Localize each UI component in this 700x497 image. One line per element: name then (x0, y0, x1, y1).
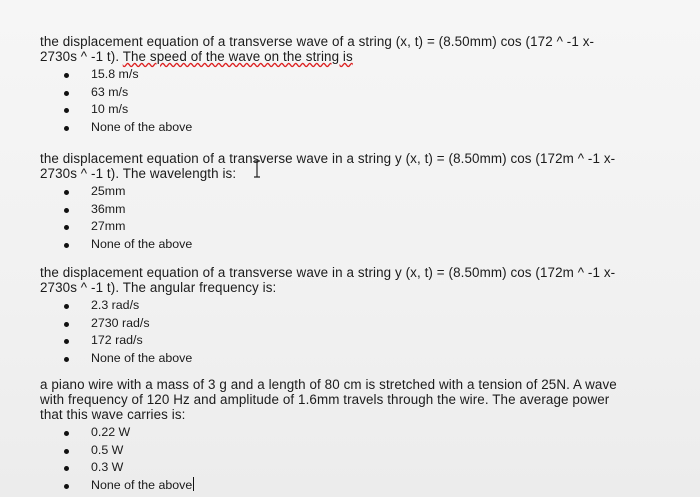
question-2 (40, 151, 700, 253)
spellcheck-underlined-text: The speed of the wave on the string is (122, 49, 353, 64)
option[interactable]: None of the above (40, 236, 700, 254)
question-4 (40, 377, 700, 494)
question-line (40, 49, 700, 64)
option[interactable]: 0.5 W (40, 442, 700, 460)
question-text (40, 377, 700, 422)
question-line: 2730s ^ -1 t). The wavelength is: (40, 166, 237, 181)
question-line: that this wave carries is: (40, 407, 186, 422)
question-line: the displacement equation of a transverse wave of a string (x, t) = (8.50mm) cos (172 ^ -1 x- (40, 34, 595, 49)
option-label: None of the above (91, 477, 193, 492)
text-cursor (193, 477, 194, 491)
option[interactable]: None of the above (40, 350, 700, 368)
option[interactable]: None of the above (40, 119, 700, 137)
option[interactable]: 15.8 m/s (40, 66, 700, 84)
question-text (40, 34, 700, 64)
option[interactable]: 0.3 W (40, 459, 700, 477)
question-line: the displacement equation of a transverse wave in a string y (x, t) = (8.50mm) cos (172m ^ -1 x- (40, 151, 616, 166)
option[interactable]: 25mm (40, 183, 700, 201)
options-list (40, 424, 700, 494)
option[interactable]: 63 m/s (40, 84, 700, 102)
option[interactable]: 2.3 rad/s (40, 297, 700, 315)
option[interactable]: 172 rad/s (40, 332, 700, 350)
question-line: a piano wire with a mass of 3 g and a length of 80 cm is stretched with a tension of 25N. A wave (40, 377, 617, 392)
ibeam-cursor-icon (252, 160, 262, 178)
option-with-cursor[interactable] (40, 477, 700, 495)
option[interactable]: 36mm (40, 201, 700, 219)
question-line: with frequency of 120 Hz and amplitude of 1.6mm travels through the wire. The average power (40, 392, 610, 407)
question-text (40, 151, 700, 181)
option[interactable]: 2730 rad/s (40, 315, 700, 333)
options-list (40, 297, 700, 367)
question-line: 2730s ^ -1 t). The angular frequency is: (40, 280, 277, 295)
question-3 (40, 265, 700, 367)
question-text (40, 265, 700, 295)
option[interactable]: 10 m/s (40, 101, 700, 119)
question-line: the displacement equation of a transverse wave in a string y (x, t) = (8.50mm) cos (172m ^ -1 x- (40, 265, 616, 280)
options-list (40, 66, 700, 136)
question-1 (40, 34, 700, 136)
options-list (40, 183, 700, 253)
question-line-part: 2730s ^ -1 t). (40, 49, 123, 64)
option[interactable]: 27mm (40, 218, 700, 236)
option[interactable]: 0.22 W (40, 424, 700, 442)
